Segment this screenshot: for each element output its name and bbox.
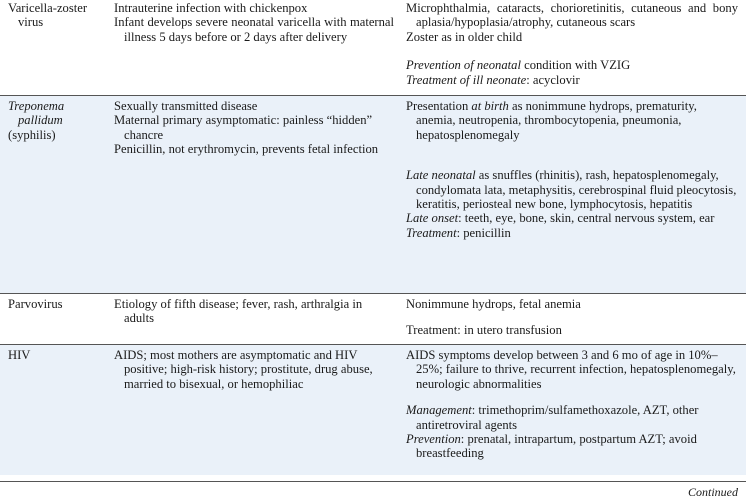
maternal-line: Etiology of fifth disease; fever, rash, arthralgia in adults: [114, 297, 363, 326]
maternal-cell: [106, 297, 398, 344]
neonatal-line: AIDS symptoms develop between 3 and 6 mo of age in 10%–25%; failure to thrive, recurrent infection, hepatosplenomegaly, neurologic abnormalities: [406, 348, 736, 391]
maternal-line: Maternal primary asymptomatic: painless “hidden” chancre: [114, 113, 373, 142]
neonatal-line: Presentation at birth as nonimmune hydrops, prematurity, anemia, neutropenia, thrombocytopenia, pneumonia, hepatosplenomegaly: [406, 99, 697, 142]
neonatal-line: Prevention: prenatal, intrapartum, postpartum AZT; avoid breastfeeding: [406, 432, 697, 461]
neonatal-line: Treatment: in utero transfusion: [406, 323, 562, 338]
maternal-line: AIDS; most mothers are asymptomatic and HIV positive; high-risk history; prostitute, drug abuse, married to bisexual, or hemophiliac: [114, 348, 373, 391]
neonatal-cell: [398, 99, 746, 293]
table-row: [0, 293, 746, 344]
maternal-line: Penicillin, not erythromycin, prevents fetal infection: [114, 142, 379, 157]
neonatal-line: Late onset: teeth, eye, bone, skin, central nervous system, ear: [406, 211, 715, 226]
maternal-cell: [106, 99, 398, 293]
pathogen-name: Parvovirus: [8, 297, 63, 311]
table-row: [0, 95, 746, 293]
maternal-cell: [106, 348, 398, 475]
table-row: [0, 0, 746, 95]
neonatal-line: Prevention of neonatal condition with VZIG: [406, 58, 631, 73]
pathogen-name: HIV: [8, 348, 31, 362]
pathogen-name: Varicella-zoster virus: [8, 1, 88, 30]
maternal-line: Intrauterine infection with chickenpox: [114, 1, 308, 15]
pathogen-cell: [0, 297, 106, 344]
continued-label: Continued: [688, 485, 738, 499]
pathogen-cell: [0, 99, 106, 293]
neonatal-line: Nonimmune hydrops, fetal anemia: [406, 297, 581, 311]
neonatal-line: Treatment: penicillin: [406, 225, 511, 240]
neonatal-cell: [398, 1, 746, 95]
pathogen-cell: [0, 348, 106, 475]
neonatal-line: Management: trimethoprim/sulfamethoxazole, AZT, other antiretroviral agents: [406, 403, 699, 432]
table-row: [0, 344, 746, 475]
neonatal-cell: [398, 297, 746, 344]
neonatal-line: Zoster as in older child: [406, 29, 523, 44]
pathogen-name: Treponema pallidum: [8, 99, 65, 128]
neonatal-cell: [398, 348, 746, 475]
maternal-line: Sexually transmitted disease: [114, 99, 258, 113]
pathogen-subtitle: (syphilis): [8, 127, 56, 142]
neonatal-line: Microphthalmia, cataracts, chorioretinitis, cutaneous and bony aplasia/hypoplasia/atrophy, cutaneous scars: [406, 1, 738, 30]
maternal-cell: [106, 1, 398, 95]
maternal-line: Infant develops severe neonatal varicella with maternal illness 5 days before or 2 days after delivery: [114, 15, 394, 44]
neonatal-line: Treatment of ill neonate: acyclovir: [406, 72, 580, 87]
table-bottom-rule: [0, 481, 746, 482]
pathogen-cell: [0, 1, 106, 95]
neonatal-line: Late neonatal as snuffles (rhinitis), rash, hepatosplenomegaly, condylomata lata, metaphysitis, cerebrospinal fluid pleocytosis, keratitis, periosteal new bone, lymphocytosis, hepatitis: [406, 168, 737, 212]
